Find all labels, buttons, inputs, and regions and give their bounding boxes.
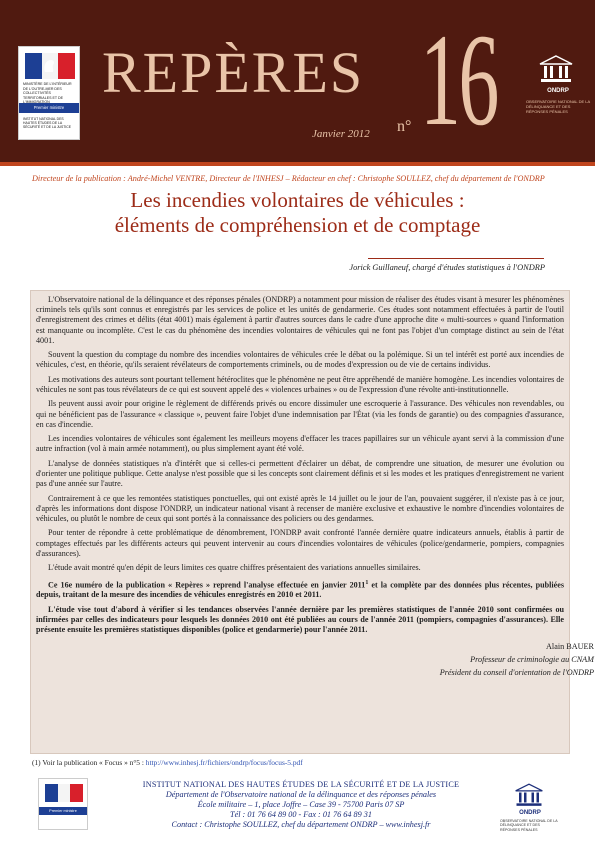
article-title-line-2: éléments de compréhension et de comptage — [114, 213, 481, 237]
french-flag-icon — [45, 784, 83, 802]
footnote-reference: 1 — [365, 579, 369, 586]
paragraph: Pour tenter de répondre à cette problématique de dénombrement, l'ONDRP avait confronté l'année dernière quatre indicateurs annuels, établis à partir de comptages effectués par les différents acteurs qui peuvent intervenir au cours d'incendies volontaires de véhicules (police/gendarmerie, pompiers, compagnies d'assurances). — [36, 528, 564, 558]
marianne-icon — [39, 56, 59, 76]
premier-ministre-band: Premier ministre — [19, 103, 79, 113]
ondrp-subtitle: OBSERVATOIRE NATIONAL DE LA DÉLINQUANCE ET DES RÉPONSES PÉNALES — [526, 99, 590, 114]
republique-francaise-logo — [38, 778, 88, 830]
contact: Contact : Christophe SOULLEZ, chef du département ONDRP – www.inhesj.fr — [171, 820, 431, 829]
footnote — [32, 758, 572, 767]
article-title — [40, 188, 555, 238]
inhesj-name: INSTITUT NATIONAL DES HAUTES ÉTUDES DE LA SÉCURITÉ ET DE LA JUSTICE — [23, 117, 71, 130]
paragraph: Les incendies volontaires de véhicules sont également les meilleurs moyens d'effacer les traces papillaires sur un véhicule ayant servi à la commission d'une autre infraction (vol à main armée notamment), ou plus simplement ayant été volé. — [36, 434, 564, 454]
department-name: Département de l'Observatoire national de la délinquance et des réponses pénales — [165, 790, 437, 799]
ondrp-label: ONDRP — [547, 88, 569, 94]
paragraph: L'étude avait montré qu'en dépit de leurs limites ces quatre chiffres présentaient des variations annuelles similaires. — [48, 563, 421, 573]
institute-name: INSTITUT NATIONAL DES HAUTES ÉTUDES DE LA SÉCURITÉ ET DE LA JUSTICE — [142, 780, 460, 789]
ondrp-label: ONDRP — [519, 810, 541, 816]
issue-number-label: n° — [397, 118, 412, 135]
signature-block — [36, 640, 594, 682]
bold-paragraph — [36, 578, 564, 601]
bold-paragraph: L'étude vise tout d'abord à vérifier si les tendances observées l'année dernière par les premières statistiques de l'année 2010 sont confirmées ou infirmées par celles des indicateurs pour lesquels les données 2010 ont été publiées au cours de l'année 2011 (pompiers, compagnies d'assurances). Elle présente ensuite les premières statistiques disponibles (police et gendarmerie) pour l'année 2011. — [36, 604, 564, 635]
bold-paragraph-text: Ce 16e numéro de la publication « Repères » reprend l'analyse effectuée en janvier 2011 — [48, 580, 366, 590]
ondrp-logo — [500, 780, 560, 838]
author-byline: Jorick Guillaneuf, chargé d'études statistiques à l'ONDRP — [349, 263, 545, 272]
footer — [0, 772, 595, 842]
paragraph: L'analyse de données statistiques n'a d'intérêt que si celles-ci permettent d'éclairer un débat, de comprendre une situation, de mesurer une évolution ou d'orienter une politique publique. Cette analyse n'est possible que si les concepts sont clairement définis et si les modes et les pratiques d'enregistrement ne varient pas d'une année sur l'autre. — [36, 458, 564, 489]
paragraph: Les motivations des auteurs sont pourtant tellement hétéroclites que le phénomène ne peut être appréhendé de manière homogène. Les incendies volontaires de véhicules ne sont pas tous révélateurs de ce qui est souvent appelé des « violences urbaines » ou de l'expression d'une révolte anti-institutionnelle. — [36, 374, 564, 394]
header-divider — [0, 162, 595, 166]
address: École militaire – 1, place Joffre – Case 39 - 75700 Paris 07 SP — [197, 800, 405, 809]
article-title-line-1: Les incendies volontaires de véhicules : — [130, 188, 465, 212]
bold-paragraph-text: et la complète par des données plus récentes, publiées depuis, traitant de la mesure des incendies de véhicules enregistrés en 2010 et 2011. — [36, 580, 564, 600]
footnote-text: (1) Voir la publication « Focus » n°5 : — [32, 758, 146, 767]
signature-role: Président du conseil d'orientation de l'ONDRP — [439, 667, 594, 677]
ondrp-subtitle: OBSERVATOIRE NATIONAL DE LA DÉLINQUANCE ET DES RÉPONSES PÉNALES — [500, 819, 558, 832]
footer-contact — [120, 780, 482, 830]
editorial-text — [36, 295, 594, 682]
title-rule — [368, 258, 544, 259]
premier-ministre-band: Premier ministre — [39, 807, 87, 815]
signature-name: Alain BAUER — [546, 641, 594, 651]
ministry-name: MINISTÈRE DE L'INTÉRIEUR DE L'OUTRE-MER DES COLLECTIVITÉS TERRITORIALES ET DE — [23, 82, 72, 100]
republique-francaise-logo — [18, 46, 80, 140]
paragraph: Ils peuvent aussi avoir pour origine le règlement de différends privés ou encore dissimuler une escroquerie à l'assurance. Des véhicules non revendables, ou qui ne bénéficient pas de l'assurance « classique », peuvent faire l'objet d'une indemnisation par l'État (via les fonds de garantie) ou des compagnies d'assurance, en cas d'incendie. — [36, 399, 564, 429]
issue-date: Janvier 2012 — [312, 128, 370, 140]
issue-number: 16 — [420, 6, 497, 153]
signature-role: Professeur de criminologie au CNAM — [470, 654, 594, 664]
publication-credits: Directeur de la publication : André-Michel VENTRE, Directeur de l'INHESJ – Rédacteur en chef : Christophe SOULLEZ, chef du département de l'ONDRP — [32, 174, 545, 183]
paragraph: Contrairement à ce que les remontées statistiques ponctuelles, qui ont existé après le 14 juillet ou le jour de l'an, pouvaient suggérer, il n'existe pas à ce jour, d'après les informations dont dispose l'ONDRP, un indicateur national visant à recenser de manière exclusive et exhaustive le nombre d'incendies volontaires de véhicules, ou plutôt le nombre de ceux qui sont portés à la connaissance des policiers ou des gendarmes. — [36, 493, 564, 523]
temple-icon — [538, 54, 574, 84]
ondrp-logo — [526, 46, 590, 146]
paragraph: Souvent la question du comptage du nombre des incendies volontaires de véhicules crée le débat ou la polémique. Si un tel intérêt est porté aux incendies de véhicules, c'est, en théorie, qu'ils seraient révélateurs de comportements criminels, ou de modes d'expression ou de vie de certains individus. — [36, 350, 564, 370]
phone-fax: Tél : 01 76 64 89 00 - Fax : 01 76 64 89 31 — [230, 810, 372, 819]
temple-icon — [514, 782, 544, 808]
header-band — [0, 0, 595, 162]
paragraph: L'Observatoire national de la délinquance et des réponses pénales (ONDRP) a notamment pour mission de réaliser des études visant à mesurer les phénomènes criminels tels qu'ils sont connus et enregistrés par les services de police et les unités de gendarmerie. Ces études sont notamment effectuées à partir de l'outil d'enregistrement des crimes et délits (état 4001) mais également à partir d'autres sources dans le cadre d'une approche dite « multi-sources » quand l'information est manquante ou incomplète. C'est le cas du phénomène des incendies volontaires de véhicules qui ne font pas l'objet d'un comptage distinct au sein de l'état 4001. — [36, 295, 564, 345]
publication-title: REPÈRES — [102, 40, 365, 105]
footnote-link[interactable]: http://www.inhesj.fr/fichiers/ondrp/focus/focus-5.pdf — [145, 758, 303, 767]
